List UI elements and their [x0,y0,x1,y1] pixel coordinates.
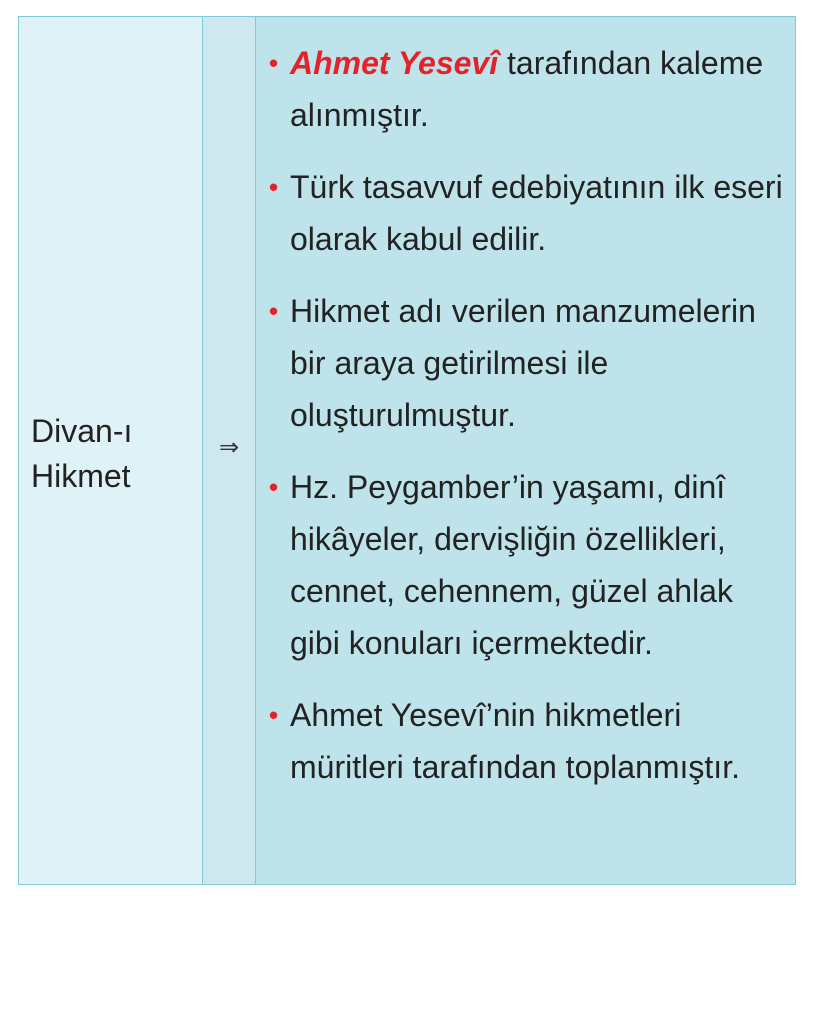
list-item-text: Hikmet adı verilen manzumelerin bir araya getirilmesi ile oluşturulmuştur. [290,293,756,433]
bullet-icon: • [269,296,279,326]
items-cell [256,17,795,884]
right-double-arrow-icon: ⇒ [218,432,240,461]
arrow-cell [203,17,256,884]
list-item [266,161,785,265]
info-table [18,16,796,885]
list-item [266,461,785,669]
list-item-text: Hz. Peygamber’in yaşamı, dinî hikâyeler, dervişliğin özellikleri, cennet, cehennem, güzel ahlak gibi konuları içermektedir. [290,469,733,661]
list-item-text: Türk tasavvuf edebiyatının ilk eseri olarak kabul edilir. [290,169,783,257]
list-item [266,37,785,141]
bullet-icon: • [269,172,279,202]
list-item [266,285,785,441]
bullet-icon: • [269,472,279,502]
list-item-text: Ahmet Yesevî’nin hikmetleri müritleri tarafından toplanmıştır. [290,697,740,785]
list-item [266,689,785,793]
term-title: Divan-ı Hikmet [31,412,133,494]
bullet-icon: • [269,700,279,730]
author-highlight: Ahmet Yesevî [290,45,499,81]
bullet-icon: • [269,48,279,78]
term-cell [19,17,203,884]
list-item-text: tarafından kaleme alınmıştır. [290,45,764,133]
